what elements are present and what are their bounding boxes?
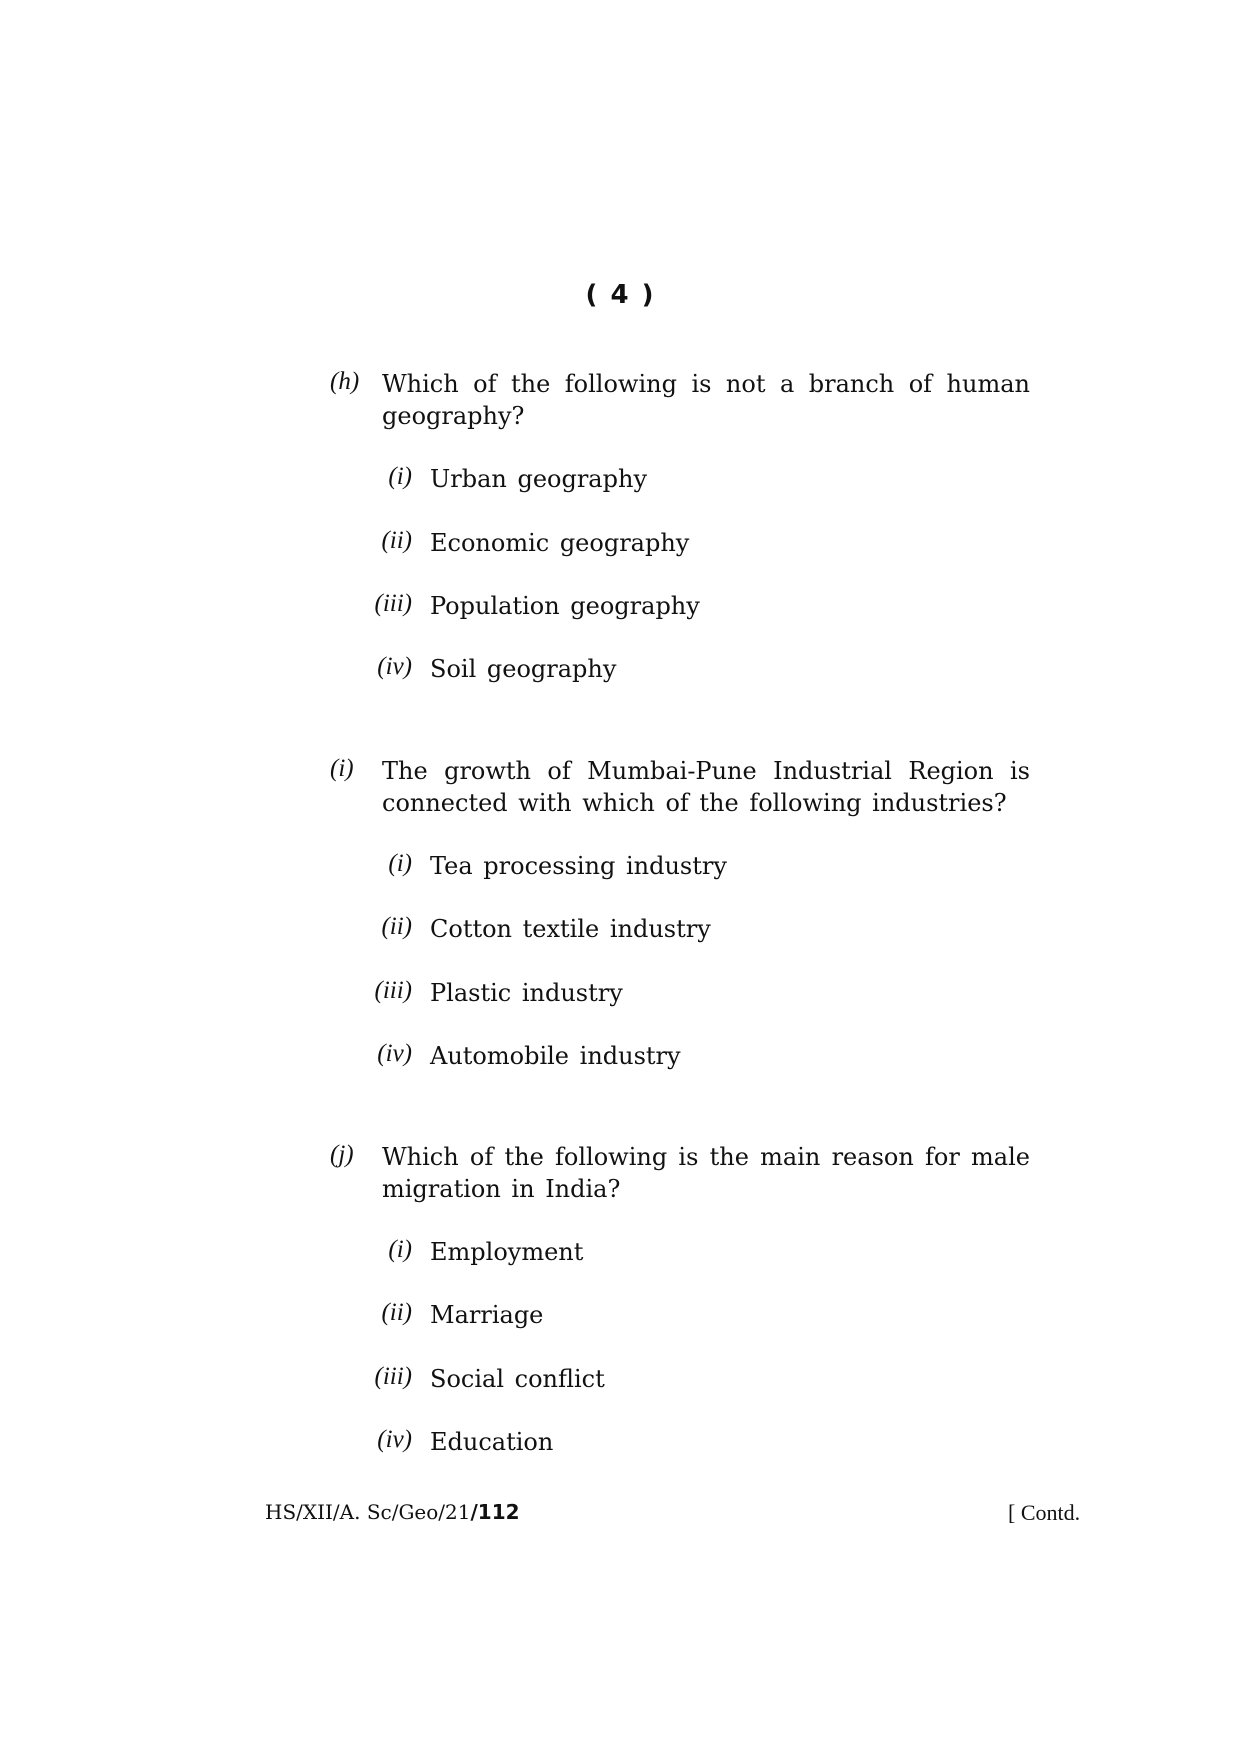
option-iii (330, 977, 1030, 1009)
option-iii (330, 1363, 1030, 1395)
question-text: Which of the following is the main reason for male migration in India? (382, 1143, 1030, 1203)
footer-continued: [ Contd. (1008, 1500, 1081, 1525)
option-label: (ii) (381, 527, 412, 554)
option-text: Education (430, 1428, 554, 1456)
option-label: (iii) (374, 590, 412, 617)
option-text: Employment (430, 1238, 584, 1266)
option-iv (330, 653, 1030, 685)
question-text: Which of the following is not a branch of human geography? (382, 370, 1030, 430)
option-iv (330, 1426, 1030, 1458)
question-text: The growth of Mumbai-Pune Industrial Region is connected with which of the following industries? (382, 757, 1030, 817)
option-ii (330, 1299, 1030, 1331)
option-label: (i) (388, 463, 412, 490)
option-ii (330, 527, 1030, 559)
paper-code-number: /112 (470, 1500, 520, 1524)
option-label: (iii) (374, 977, 412, 1004)
footer-paper-code (265, 1500, 520, 1524)
option-label: (iii) (374, 1363, 412, 1390)
option-i (330, 1236, 1030, 1268)
option-label: (iv) (377, 1426, 412, 1453)
option-label: (i) (388, 1236, 412, 1263)
paper-code: HS/XII/A. Sc/Geo/21 (265, 1500, 471, 1524)
option-label: (ii) (381, 1299, 412, 1326)
option-text: Economic geography (430, 529, 690, 557)
option-i (330, 463, 1030, 495)
option-ii (330, 913, 1030, 945)
option-text: Population geography (430, 592, 700, 620)
option-text: Urban geography (430, 465, 647, 493)
option-label: (iv) (377, 1040, 412, 1067)
option-label: (iv) (377, 653, 412, 680)
question-label: (h) (330, 368, 360, 395)
option-label: (i) (388, 850, 412, 877)
option-i (330, 850, 1030, 882)
question-label: (i) (330, 755, 354, 782)
option-label: (ii) (381, 913, 412, 940)
option-iv (330, 1040, 1030, 1072)
question-label: (j) (330, 1141, 354, 1168)
page-number: ( 4 ) (585, 280, 656, 310)
option-text: Marriage (430, 1301, 544, 1329)
option-text: Social conflict (430, 1365, 605, 1393)
option-text: Tea processing industry (430, 852, 727, 880)
option-text: Plastic industry (430, 979, 623, 1007)
option-text: Automobile industry (430, 1042, 681, 1070)
option-text: Cotton textile industry (430, 915, 711, 943)
option-text: Soil geography (430, 655, 617, 683)
option-iii (330, 590, 1030, 622)
